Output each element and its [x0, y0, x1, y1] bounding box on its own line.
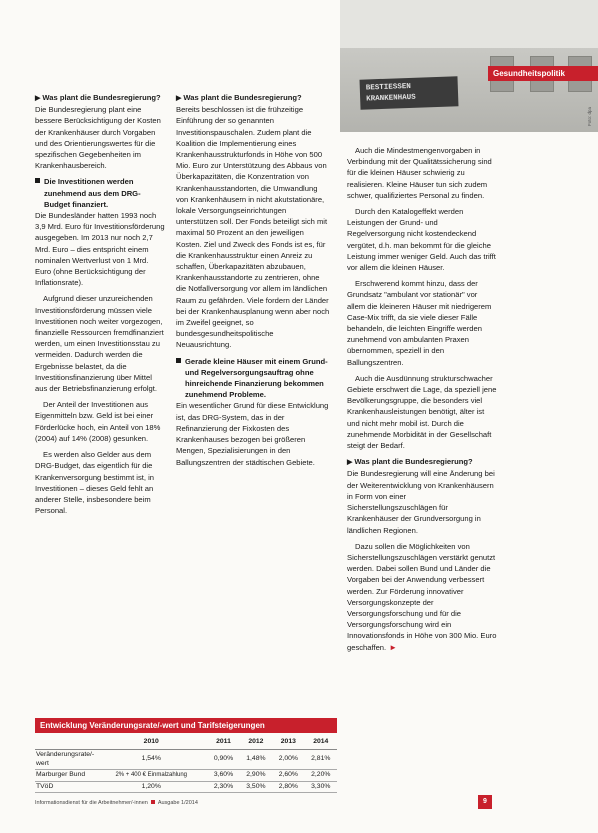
article-column-1: [35, 92, 165, 521]
table-grid: [35, 733, 337, 793]
red-arrow-icon: ►: [389, 642, 398, 652]
subheading: Die Investitionen werden zunehmend aus dem DRG-Budget finanziert.: [35, 176, 165, 210]
section-label: Gesundheitspolitik: [488, 66, 598, 81]
square-bullet-icon: [176, 358, 181, 363]
table-header-cell: 2013: [272, 733, 304, 750]
question-heading: ▶ Was plant die Bundesregierung?: [176, 93, 302, 102]
paragraph: Es werden also Gelder aus dem DRG-Budget, das eigentlich für die Krankenversorgung bestimmt ist, in Investitionen – dieses Geld fehlt an anderer Stelle, insbesondere beim Personal.: [35, 450, 155, 516]
table-cell: 3,30%: [305, 781, 337, 793]
square-bullet-icon: [151, 800, 155, 804]
table-header-cell: 2014: [305, 733, 337, 750]
table-cell: 2% + 400 € Einmalzahlung: [95, 770, 207, 782]
table-cell: 1,20%: [95, 781, 207, 793]
paragraph: Aufgrund dieser unzureichenden Investitionsförderung müssen viele Investitionen noch weiter vorgezogen, finanzielle Ressourcen fremdfinanziert werden, um einen Investitionsstau zu vermeiden. Dadurch werden die Ergebnisse belastet, da die Investitionsfinanzierung über Mittel aus der Betriebsfinanzierung erfolgt.: [35, 294, 164, 394]
triangle-icon: ▶: [35, 95, 41, 102]
table-row: [35, 781, 337, 793]
triangle-icon: ▶: [176, 95, 182, 102]
paragraph: Dazu sollen die Möglichkeiten von Sicherstellungszuschlägen verstärkt genutzt werden. Dabei sollen Bund und Länder die Vorgaben bei der Anwendung verbessert werden. Zur Förderung innovativer Versorgungskonzepte der Versorgungsforschung und für die Versorgungsforschung wird ein Innovationsfonds in Höhe von 300 Mio. Euro geschaffen. ►: [347, 541, 497, 652]
table-header-cell: 2012: [240, 733, 272, 750]
table-row: [35, 750, 337, 770]
table-header-row: [35, 733, 337, 750]
table-cell: 3,60%: [207, 770, 239, 782]
paragraph: Auch die Ausdünnung strukturschwacher Gebiete erschwert die Lage, da speziell jene Bevölkerungsgruppe, die besonders viel Krankenhausleistungen benötigt, älter ist und nicht mehr mobil ist. Durch die zunehmende Morbidität in der Gesellschaft steigt der Bedarf.: [347, 373, 497, 451]
paragraph: Auch die Mindestmengenvorgaben in Verbindung mit der Qualitätssicherung sind für die kleinen Häuser schwierig zu realisieren. Kleine Häuser tun sich zudem schwer, qualifiziertes Personal zu finden.: [347, 146, 492, 200]
paragraph: Durch den Katalogeffekt werden Leistungen der Grund- und Regelversorgung nicht kostendeckend vergütet, d.h. man bekommt für die gleiche Leistung immer weniger Geld. Auch das trifft vor allem die kleinen Häuser.: [347, 207, 496, 273]
table-cell: 2,90%: [240, 770, 272, 782]
table-cell: 2,60%: [272, 770, 304, 782]
row-label: Veränderungsrate/-wert: [35, 750, 95, 770]
paragraph: Erschwerend kommt hinzu, dass der Grundsatz "ambulant vor stationär" vor allem die kleineren Häuser mit niedrigerem Case-Mix trifft, da sie viele dieser Fälle behandeln, die leichten Eingriffe werden zunehmend von ambulanten Praxen übernommen, speziell in den Ballungszentren.: [347, 279, 492, 367]
row-label: Marburger Bund: [35, 770, 95, 782]
subheading: Gerade kleine Häuser mit einem Grund- und Regelversorgungsauftrag ohne hinreichende Finanzierung bekommen zunehmend Probleme.: [176, 356, 330, 401]
table-cell: 3,50%: [240, 781, 272, 793]
photo-hospital-sign: [360, 76, 459, 109]
paragraph: Die Bundesländer hatten 1993 noch 3,9 Mrd. Euro für Investitionsförderung ausgegeben. Im 2013 nur noch 2,7 Mrd. Euro – dies entspricht einem nominalen Wertverlust von 1 Mrd. Euro (ohne Berücksichtigung der Inflationsrate).: [35, 211, 165, 288]
paragraph: Bereits beschlossen ist die frühzeitige Einführung der so genannten Investitionspauschalen. Zudem plant die Koalition die Implementierung eines Krankenhausstrukturfonds in Höhe von 500 Mio. Euro zur Unterstützung des Abbaus von Überkapazitäten, die Konzentration von Krankenhausstandorten, die Umwandlung von Krankenhäusern in nicht akutstationäre, lokale Versorgungseinrichtungen unterstützen soll. Der Fonds beteiligt sich mit maximal 50 Prozent an den jeweiligen Kosten. Ziel und Zweck des Fonds ist es, für die Krankenhausstruktur einen Anreiz zu schaffen, Überkapazitäten abzubauen, Krankenhausstandorte zu zentrieren, ohne die Notfallversorgung vor allem im ländlichen Raum zu gefährden. Viele fordern der Länder bei der Krankenhausplanung wenn aber noch im Zweifel geeignet, so bundesgesundheitspolitische Neuausrichtung.: [176, 105, 330, 350]
paragraph: Die Bundesregierung plant eine bessere Berücksichtigung der Kosten der Krankenhäuser durch Vorgaben und des Orientierungswertes für die spezifischen Gegebenheiten im Krankenhausbereich.: [35, 105, 161, 171]
row-label: TVöD: [35, 781, 95, 793]
table-header-cell: [35, 733, 95, 750]
sign-line: BESTIESSEN: [365, 82, 411, 93]
table-title: Entwicklung Veränderungsrate/-wert und Tarifsteigerungen: [35, 718, 337, 733]
triangle-icon: ▶: [347, 459, 353, 467]
table-header-cell: 2011: [207, 733, 239, 750]
page-footer: [35, 800, 198, 806]
paragraph: Die Bundesregierung will eine Änderung bei der Weiterentwicklung von Krankenhäusern in Form von einer Sicherstellungszuschlägen für Krankenhäuser der Grundversorgung in ländlichen Regionen.: [347, 469, 495, 535]
table-cell: 2,20%: [305, 770, 337, 782]
photo-wall: [340, 0, 598, 48]
footer-publication: Informationsdienst für die Arbeitnehmer/-innen: [35, 800, 148, 806]
table-cell: 2,81%: [305, 750, 337, 770]
question-heading: ▶ Was plant die Bundesregierung?: [35, 93, 161, 102]
sign-line: KRANKENHAUS: [366, 93, 416, 104]
article-column-2: [176, 92, 330, 473]
footer-issue: Ausgabe 1/2014: [157, 800, 198, 806]
table-row: [35, 770, 337, 782]
table-cell: 0,90%: [207, 750, 239, 770]
rate-table: [35, 718, 337, 793]
table-header-cell: 2010: [95, 733, 207, 750]
question-heading: ▶ Was plant die Bundesregierung?: [347, 457, 473, 467]
paragraph: Der Anteil der Investitionen aus Eigenmitteln bzw. Geld ist bei einer Förderlücke hoch, ein Anteil von 18% (2004) auf 14% (2008) gesunken.: [35, 400, 161, 443]
table-cell: 2,00%: [272, 750, 304, 770]
table-cell: 2,80%: [272, 781, 304, 793]
photo-credit: Foto: dpa: [587, 106, 592, 126]
article-column-3: [347, 145, 497, 658]
square-bullet-icon: [35, 178, 40, 183]
page-number: 9: [478, 795, 492, 809]
table-cell: 1,48%: [240, 750, 272, 770]
table-cell: 1,54%: [95, 750, 207, 770]
table-cell: 2,30%: [207, 781, 239, 793]
paragraph: Ein wesentlicher Grund für diese Entwicklung ist, das DRG-System, das in der Refinanzierung der Fixkosten des Krankenhauses bezogen bei größeren Mengen, Spezialisierungen in den Ballungszentren der städtischen Gebiete.: [176, 401, 329, 467]
